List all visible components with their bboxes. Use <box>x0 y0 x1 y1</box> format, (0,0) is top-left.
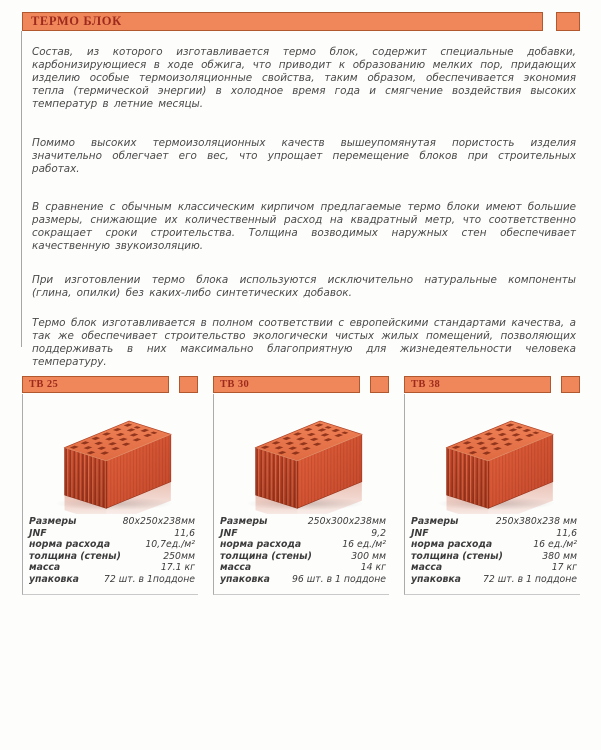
spec-row <box>29 551 195 563</box>
spec-value: 96 шт. в 1 поддоне <box>291 573 386 585</box>
thermo-block-photo <box>411 398 577 514</box>
spec-label: JNF <box>29 527 47 539</box>
product-card-tb30 <box>213 376 389 595</box>
spec-label: норма расхода <box>411 539 493 551</box>
page-title: ТЕРМО БЛОК <box>31 14 122 28</box>
spec-row <box>411 551 577 563</box>
spec-value: 10,7ед./м² <box>145 539 195 551</box>
spec-label: норма расхода <box>29 539 111 551</box>
spec-label: масса <box>29 562 61 574</box>
spec-value: 17.1 кг <box>160 562 195 574</box>
thermo-block-photo <box>220 398 386 514</box>
card-title: ТВ 38 <box>411 379 441 390</box>
card-body <box>22 394 198 595</box>
spec-row <box>220 539 386 551</box>
spec-label: толщина (стены) <box>220 550 312 562</box>
spec-label: толщина (стены) <box>411 550 503 562</box>
intro-paragraph: Термо блок изготавливается в полном соответствии с европейскими стандартами качества, а так же обеспечивает строительство экологически чистых жилых помещений, позволяющих поддерживать в них максимально благоприятную для жизнедеятельности человека температуру. <box>32 317 576 368</box>
spec-value: 250х380х238 мм <box>495 516 577 527</box>
spec-value: 80х250х238мм <box>122 516 195 527</box>
product-cards <box>22 376 582 595</box>
spec-row <box>220 562 386 574</box>
spec-label: Размеры <box>220 516 268 527</box>
card-title: ТВ 25 <box>29 379 59 390</box>
spec-row <box>220 574 386 586</box>
spec-value: 72 шт. в 1поддоне <box>103 573 195 585</box>
spec-label: Размеры <box>411 516 459 527</box>
spec-row <box>29 516 195 528</box>
intro-paragraph: В сравнение с обычным классическим кирпичом предлагаемые термо блоки имеют большие размеры, снижающие их количественный расход на квадратный метр, что соответственно сокращает сроки строительства. Толщина возводимых наружных стен обеспечивает качественную звукоизоляцию. <box>32 201 576 252</box>
spec-label: Размеры <box>29 516 77 527</box>
product-card-tb38 <box>404 376 580 595</box>
spec-row <box>29 539 195 551</box>
spec-row <box>411 516 577 528</box>
spec-value: 72 шт. в 1 поддоне <box>482 573 577 585</box>
spec-row <box>411 528 577 540</box>
product-card-tb25 <box>22 376 198 595</box>
spec-label: масса <box>220 562 252 574</box>
spec-row <box>29 528 195 540</box>
card-body <box>404 394 580 595</box>
spec-value: 9,2 <box>371 527 386 539</box>
card-title-bar <box>213 376 360 393</box>
spec-label: упаковка <box>411 573 461 585</box>
spec-label: норма расхода <box>220 539 302 551</box>
card-header <box>213 376 389 393</box>
spec-row <box>220 551 386 563</box>
spec-label: толщина (стены) <box>29 550 121 562</box>
card-accent-square <box>179 376 198 393</box>
page-header-bar <box>22 12 543 31</box>
spec-label: упаковка <box>220 573 270 585</box>
card-header <box>22 376 198 393</box>
spec-value: 17 кг <box>551 562 577 574</box>
spec-row <box>411 574 577 586</box>
spec-value: 380 мм <box>542 550 577 562</box>
spec-label: JNF <box>220 527 238 539</box>
thermo-block-photo <box>29 398 195 514</box>
spec-value: 16 ед./м² <box>342 539 386 551</box>
spec-row <box>411 539 577 551</box>
spec-value: 11,6 <box>174 527 195 539</box>
spec-value: 250х300х238мм <box>307 516 386 527</box>
spec-label: JNF <box>411 527 429 539</box>
card-body <box>213 394 389 595</box>
card-title: ТВ 30 <box>220 379 250 390</box>
spec-table <box>411 516 577 586</box>
intro-paragraph: Состав, из которого изготавливается термо блок, содержит специальные добавки, карбонизирующиеся в ходе обжига, что приводит к образованию мелких пор, придающих изделию особые термоизоляционные свойства, таким образом, обеспечивается экономия тепла (термической энергии) в холодное время года и смягчение воздействия высоких температур в летние месяцы. <box>32 46 576 110</box>
spec-value: 14 кг <box>360 562 386 574</box>
card-title-bar <box>22 376 169 393</box>
spec-row <box>29 574 195 586</box>
spec-row <box>29 562 195 574</box>
spec-table <box>29 516 195 586</box>
intro-section <box>21 31 578 368</box>
card-accent-square <box>561 376 580 393</box>
spec-table <box>220 516 386 586</box>
intro-paragraph: Помимо высоких термоизоляционных качеств вышеупомянутая пористость изделия значительно облегчает его вес, что упрощает перемещение блоков при строительных работах. <box>32 137 576 175</box>
spec-value: 300 мм <box>351 550 386 562</box>
intro-paragraph: При изготовлении термо блока используются исключительно натуральные компоненты (глина, опилки) без каких-либо синтетических добавок. <box>32 274 576 299</box>
spec-value: 250мм <box>163 550 195 562</box>
card-header <box>404 376 580 393</box>
spec-row <box>220 516 386 528</box>
header-accent-square <box>556 12 580 31</box>
spec-label: масса <box>411 562 443 574</box>
spec-row <box>220 528 386 540</box>
card-accent-square <box>370 376 389 393</box>
spec-value: 11,6 <box>556 527 577 539</box>
spec-row <box>411 562 577 574</box>
spec-label: упаковка <box>29 573 79 585</box>
card-title-bar <box>404 376 551 393</box>
spec-value: 16 ед./м² <box>533 539 577 551</box>
